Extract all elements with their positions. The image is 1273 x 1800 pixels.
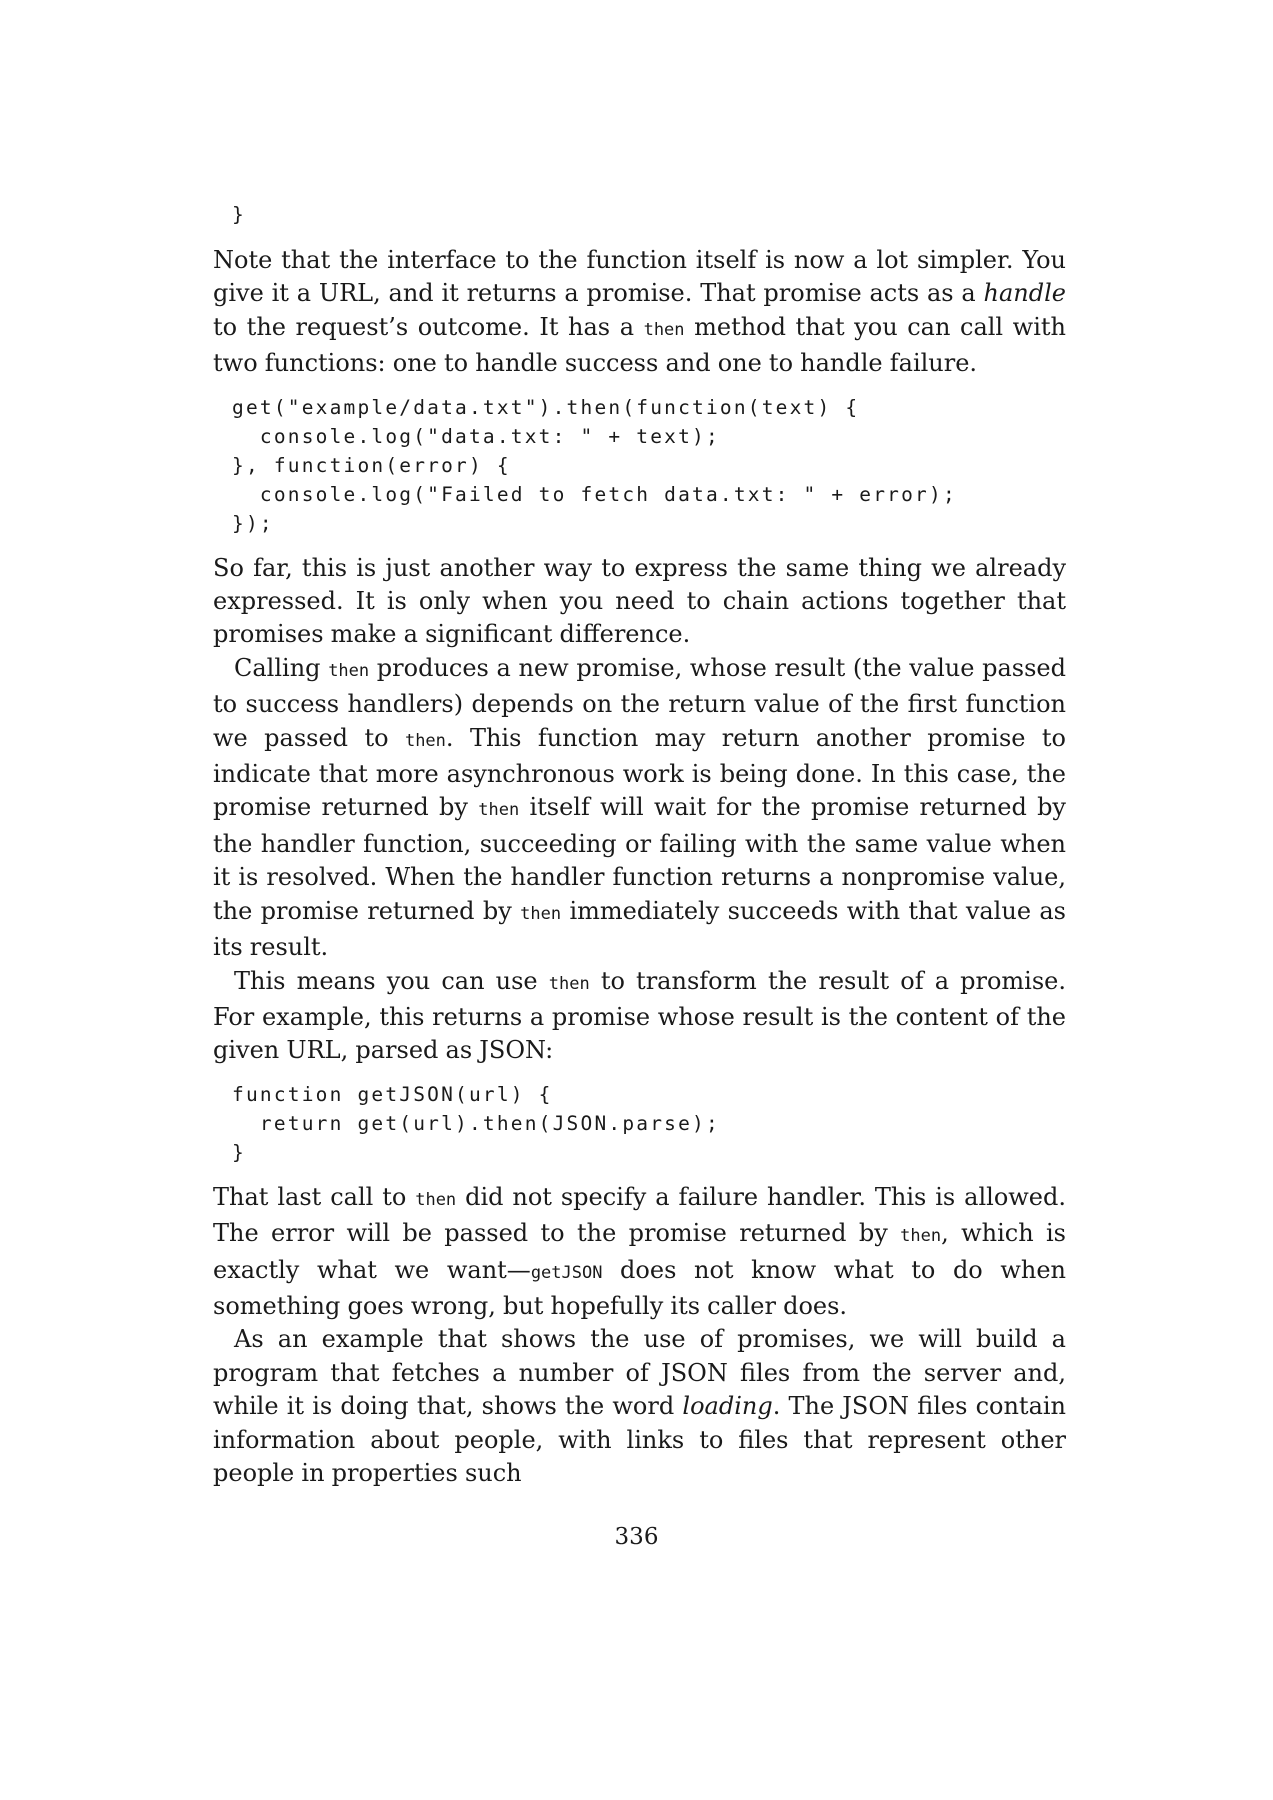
text-run: to transform the result of a promise. For example, this returns a promise whose result is the content of the given URL, parsed as JSON: <box>213 966 1067 1065</box>
inline-code-then: then <box>415 1189 457 1210</box>
inline-code-then: then <box>404 730 446 751</box>
text-run: This means you can use <box>234 966 549 995</box>
emphasis-handle: handle <box>983 279 1066 308</box>
text-run: . The JSON files contain information about people, with links to files that represent other people in properties such <box>213 1392 1067 1487</box>
code-block-get-then-example: get("example/data.txt").then(function(text) { console.log("data.txt: " + text); }, function(error) { console.log("Failed to fetch data.txt: " + error); }); <box>232 395 957 535</box>
text-run: Calling <box>234 653 329 682</box>
inline-code-then: then <box>328 660 370 681</box>
text-run: immediately succeeds with that value as its result. <box>213 896 1066 962</box>
text-run: produces a new promise, whose result (the value passed to success handlers) depends on the return value of the first function we passed to <box>213 653 1066 752</box>
inline-code-getjson: getJSON <box>530 1262 603 1283</box>
inline-code-then: then <box>478 800 520 821</box>
paragraph-so-far: So far, this is just another way to express the same thing we already expressed. It is only when you need to chain actions together that promises make a significant difference. <box>213 553 1066 649</box>
text-run: did not specify a failure handler. This is allowed. The error will be passed to the promise returned by <box>213 1182 1067 1248</box>
paragraph-example-program <box>213 1323 1066 1490</box>
text-run: That last call to <box>213 1182 416 1211</box>
inline-code-then: then <box>520 903 562 924</box>
inline-code-then: then <box>900 1226 942 1247</box>
code-fragment-closing-brace: } <box>232 203 246 226</box>
text-run: method that you can call with two functions: one to handle success and one to handle failure. <box>213 312 1067 378</box>
text-run: itself will wait for the promise returned by the handler function, succeeding or failing with the same value when it is resolved. When the handler function returns a nonpromise value, the promise returned by <box>213 793 1066 925</box>
text-run: As an example that shows the use of promises, we will build a program that fetches a number of JSON files from the server and, while it is doing that, shows the word <box>213 1325 1066 1421</box>
text-run: to the request’s outcome. It has a <box>213 312 644 341</box>
emphasis-loading: loading <box>682 1392 773 1421</box>
text-run: Note that the interface to the function itself is now a lot simpler. You give it a URL, and it returns a promise. That promise acts as a <box>213 246 1066 308</box>
paragraph-calling-then <box>213 652 1066 965</box>
page-body <box>213 200 1066 1490</box>
text-run: does not know what to do when something goes wrong, but hopefully its caller does. <box>213 1255 1067 1320</box>
text-run: , which is exactly what we want— <box>213 1219 1066 1284</box>
page-number: 336 <box>614 1524 659 1550</box>
inline-code-then: then <box>548 973 590 994</box>
text-run: . This function may return another promise to indicate that more asynchronous work is being done. In this case, the promise returned by <box>213 723 1066 822</box>
paragraph-transform-result <box>213 965 1066 1068</box>
inline-code-then: then <box>643 319 685 340</box>
paragraph-failure-handler <box>213 1181 1066 1324</box>
paragraph-promise-interface <box>213 244 1066 381</box>
code-block-getjson: function getJSON(url) { return get(url).then(JSON.parse); } <box>232 1082 720 1164</box>
